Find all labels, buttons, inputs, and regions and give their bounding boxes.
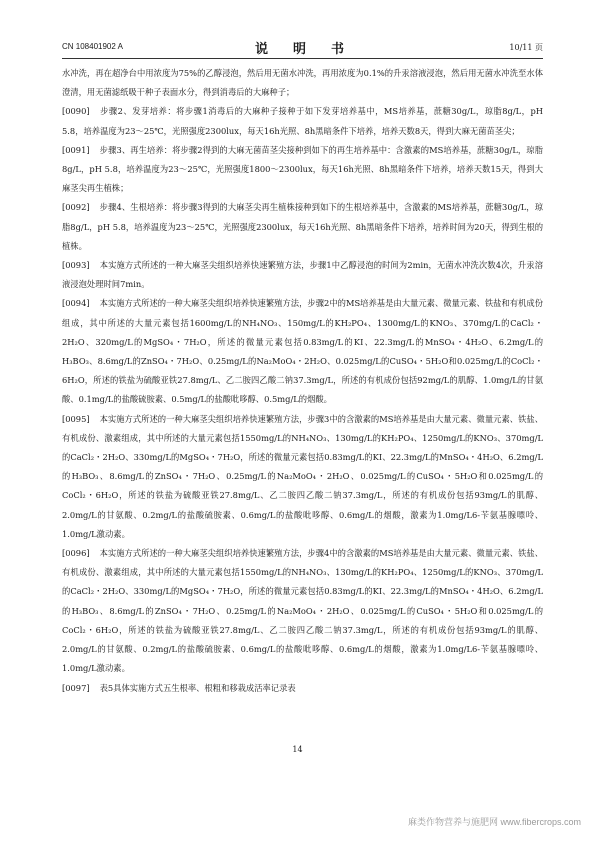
paragraph-number: [0094] — [62, 298, 90, 309]
paragraph-text: 步骤2、发芽培养：将步骤1消毒后的大麻种子接种于如下发芽培养基中，MS培养基，蔗糖30g/L，琼脂8g/L，pH 5.8，培养温度为23～25℃，光照强度2300lux，每天16h光照、8h黑暗条件下培养，培养天数8天，得到大麻无菌苗茎尖； — [62, 106, 543, 136]
paragraph-0092 — [62, 198, 543, 256]
watermark-text: 麻类作物营养与施肥网 www.fibercrops.com — [407, 817, 581, 827]
paragraph-number: [0097] — [62, 682, 90, 693]
paragraph-continued — [62, 64, 543, 102]
paragraph-0093 — [62, 256, 543, 294]
paragraph-0096 — [62, 544, 543, 678]
paragraph-0090 — [62, 102, 543, 140]
paragraph-0091 — [62, 141, 543, 199]
paragraph-0097 — [62, 679, 543, 698]
page-header — [62, 40, 543, 57]
page-number: 14 — [292, 745, 303, 754]
paragraph-number: [0090] — [62, 106, 90, 117]
paragraph-text: 本实施方式所述的一种大麻茎尖组织培养快速繁殖方法，步骤4中的含激素的MS培养基是由大量元素、微量元素、铁盐、有机成份、激素组成，其中所述的大量元素包括1550mg/L的NH₄NO₃、130mg/L的KH₂PO₄、1250mg/L的KNO₃、370mg/L的CaCl₂・2H₂O、330mg/L的MgSO₄・7H₂O，所述的微量元素包括0.83mg/L的KI、22.3mg/L的MnSO₄・4H₂O、6.2mg/L的H₃BO₃、8.6mg/L的ZnSO₄・7H₂O、0.25mg/L的Na₂MoO₄・2H₂O、0.025mg/L的CuSO₄・5H₂O和0.025mg/L的CoCl₂・6H₂O，所述的铁盐为硫酸亚铁27.8mg/L、乙二胺四乙酸二钠37.3mg/L，所述的有机成份包括93mg/L的肌醇、2.0mg/L的甘氨酸、0.2mg/L的盐酸硫胺素、0.6mg/L的盐酸吡哆醇、0.6mg/L的烟酸，激素为1.0mg/L6-苄氨基腺嘌呤、1.0mg/L激动素。 — [62, 548, 543, 674]
header-rule — [62, 58, 543, 59]
paragraph-0094 — [62, 294, 543, 409]
paragraph-number: [0095] — [62, 413, 90, 424]
paragraph-text: 本实施方式所述的一种大麻茎尖组织培养快速繁殖方法，步骤3中的含激素的MS培养基是由大量元素、微量元素、铁盐、有机成份、激素组成，其中所述的大量元素包括1550mg/L的NH₄NO₃、130mg/L的KH₂PO₄、1250mg/L的KNO₃、370mg/L的CaCl₂・2H₂O、330mg/L的MgSO₄・7H₂O，所述的微量元素包括0.83mg/L的KI、22.3mg/L的MnSO₄・4H₂O、6.2mg/L的H₃BO₃、8.6mg/L的ZnSO₄・7H₂O、0.25mg/L的Na₂MoO₄・2H₂O、0.025mg/L的CuSO₄・5H₂O和0.025mg/L的CoCl₂・6H₂O，所述的铁盐为硫酸亚铁27.8mg/L、乙二胺四乙酸二钠37.3mg/L，所述的有机成份包括93mg/L的肌醇、2.0mg/L的甘氨酸、0.2mg/L的盐酸硫胺素、0.6mg/L的盐酸吡哆醇、0.6mg/L的烟酸，激素为1.0mg/L6-苄氨基腺嘌呤、1.0mg/L激动素。 — [62, 413, 543, 539]
paragraph-text: 水冲洗，再在超净台中用浓度为75%的乙醇浸泡，然后用无菌水冲洗，再用浓度为0.1%的升汞溶液浸泡，然后用无菌水冲洗至水体澄清，用无菌滤纸吸干种子表面水分，得到消毒后的大麻种子； — [62, 68, 543, 98]
publication-number: CN 108401902 A — [62, 42, 123, 51]
paragraph-number: [0091] — [62, 144, 90, 155]
paragraph-number: [0093] — [62, 260, 90, 271]
paragraph-number: [0092] — [62, 202, 90, 213]
paragraph-text: 步骤3、再生培养：将步骤2得到的大麻无菌苗茎尖接种到如下的再生培养基中：含激素的MS培养基，蔗糖30g/L，琼脂8g/L，pH 5.8，培养温度为23～25℃，光照强度1800～2300lux，每天16h光照、8h黑暗条件下培养，培养天数15天，得到大麻茎尖再生植株； — [62, 144, 543, 194]
paragraph-text: 本实施方式所述的一种大麻茎尖组织培养快速繁殖方法，步骤1中乙醇浸泡的时间为2min，无菌水冲洗次数4次，升汞溶液浸泡处理时间7min。 — [62, 260, 543, 290]
document-title: 说 明 书 — [254, 42, 350, 57]
document-body — [62, 64, 543, 698]
page-info: 10/11 页 — [509, 43, 543, 52]
paragraph-text: 表5具体实施方式五生根率、根粗和移栽成活率记录表 — [99, 682, 296, 693]
paragraph-number: [0096] — [62, 548, 90, 559]
paragraph-text: 步骤4、生根培养：将步骤3得到的大麻茎尖再生植株接种到如下的生根培养基中，含激素的MS培养基，蔗糖30g/L，琼脂8g/L，pH 5.8，培养温度为23～25℃，光照强度2300lux，每天16h光照、8h黑暗条件下培养，培养时间为20天，得到生根的植株。 — [62, 202, 543, 251]
paragraph-0095 — [62, 410, 543, 544]
paragraph-text: 本实施方式所述的一种大麻茎尖组织培养快速繁殖方法，步骤2中的MS培养基是由大量元素、微量元素、铁盐和有机成份组成，其中所述的大量元素包括1600mg/L的NH₄NO₃、150mg/L的KH₂PO₄、1300mg/L的KNO₃、370mg/L的CaCl₂・2H₂O、320mg/L的MgSO₄・7H₂O，所述的微量元素包括0.83mg/L的KI、22.3mg/L的MnSO₄・4H₂O、6.2mg/L的H₃BO₃、8.6mg/L的ZnSO₄・7H₂O、0.25mg/L的Na₂MoO₄・2H₂O、0.025mg/L的CuSO₄・5H₂O和0.025mg/L的CoCl₂・6H₂O，所述的铁盐为硫酸亚铁27.8mg/L、乙二胺四乙酸二钠37.3mg/L，所述的有机成份包括92mg/L的肌醇、1.0mg/L的甘氨酸、0.1mg/L的盐酸硫胺素、0.5mg/L的盐酸吡哆醇、0.5mg/L的烟酸。 — [62, 298, 543, 405]
